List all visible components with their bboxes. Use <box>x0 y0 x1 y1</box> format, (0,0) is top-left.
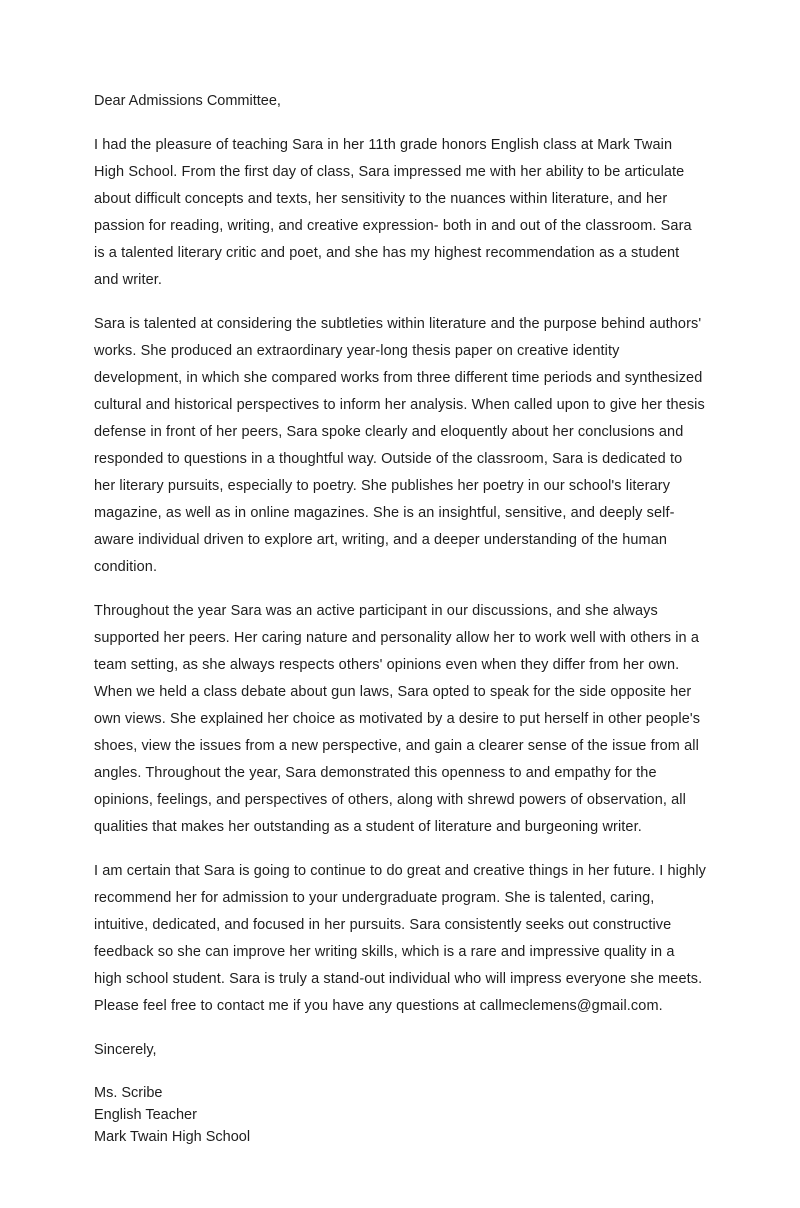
paragraph-academics: Sara is talented at considering the subtleties within literature and the purpose behind authors' works. She produced an extraordinary year-long thesis paper on creative identity development, in which she compared works from three different time periods and synthesized cultural and historical perspectives to inform her analysis. When called upon to give her thesis defense in front of her peers, Sara spoke clearly and eloquently about her conclusions and responded to questions in a thoughtful way. Outside of the classroom, Sara is dedicated to her literary pursuits, especially to poetry. She publishes her poetry in our school's literary magazine, as well as in online magazines. She is an insightful, sensitive, and deeply self-aware individual driven to explore art, writing, and a deeper understanding of the human condition. <box>94 316 705 575</box>
signature-school: Mark Twain High School <box>94 1129 251 1145</box>
signature-name: Ms. Scribe <box>94 1085 163 1101</box>
signature-block <box>94 1082 706 1148</box>
paragraph-character: Throughout the year Sara was an active participant in our discussions, and she always supported her peers. Her caring nature and personality allow her to work well with others in a team setting, as she always respects others' opinions even when they differ from her own. When we held a class debate about gun laws, Sara opted to speak for the side opposite her own views. She explained her choice as motivated by a desire to put herself in other people's shoes, view the issues from a new perspective, and gain a clearer sense of the issue from all angles. Throughout the year, Sara demonstrated this openness to and empathy for the opinions, feelings, and perspectives of others, along with shrewd powers of observation, all qualities that makes her outstanding as a student of literature and burgeoning writer. <box>94 603 701 835</box>
paragraph-introduction: I had the pleasure of teaching Sara in her 11th grade honors English class at Mark Twain High School. From the first day of class, Sara impressed me with her ability to be articulate about difficult concepts and texts, her sensitivity to the nuances within literature, and her passion for reading, writing, and creative expression- both in and out of the classroom. Sara is a talented literary critic and poet, and she has my highest recommendation as a student and writer. <box>94 137 692 288</box>
salutation: Dear Admissions Committee, <box>94 93 281 109</box>
paragraph-recommendation: I am certain that Sara is going to continue to do great and creative things in her future. I highly recommend her for admission to your undergraduate program. She is talented, caring, intuitive, dedicated, and focused in her pursuits. Sara consistently seeks out constructive feedback so she can improve her writing skills, which is a rare and impressive quality in a high school student. Sara is truly a stand-out individual who will impress everyone she meets. Please feel free to contact me if you have any questions at callmeclemens@gmail.com. <box>94 863 707 1014</box>
signature-title: English Teacher <box>94 1107 197 1123</box>
closing: Sincerely, <box>94 1042 157 1058</box>
